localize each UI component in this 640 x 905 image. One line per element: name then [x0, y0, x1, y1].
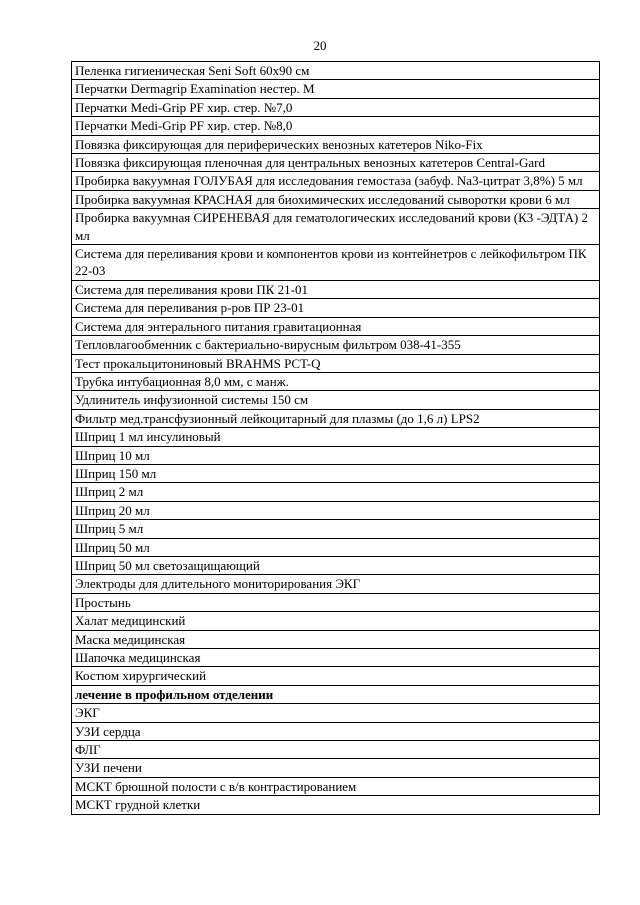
item-name-cell: Простынь	[72, 593, 600, 611]
item-name-cell: Перчатки Medi-Grip PF хир. стер. №8,0	[72, 117, 600, 135]
item-name-cell: Шприц 50 мл	[72, 538, 600, 556]
item-name-cell: МСКТ брюшной полости с в/в контрастированием	[72, 777, 600, 795]
table-row	[72, 556, 600, 574]
table-row	[72, 612, 600, 630]
item-name-cell: Система для энтерального питания гравитационная	[72, 317, 600, 335]
item-name-cell: Шприц 5 мл	[72, 520, 600, 538]
table-row	[72, 245, 600, 281]
table-row	[72, 428, 600, 446]
item-name-cell: Шприц 20 мл	[72, 501, 600, 519]
item-name-cell: Пеленка гигиеническая Seni Soft 60х90 см	[72, 62, 600, 80]
table-row	[72, 593, 600, 611]
item-name-cell: Пробирка вакуумная СИРЕНЕВАЯ для гематологических исследований крови (К3 -ЭДТА) 2 мл	[72, 209, 600, 245]
item-name-cell: Пробирка вакуумная КРАСНАЯ для биохимических исследований сыворотки крови 6 мл	[72, 190, 600, 208]
table-row	[72, 172, 600, 190]
table-row	[72, 685, 600, 703]
table-row	[72, 777, 600, 795]
item-name-cell: Электроды для длительного мониторирования ЭКГ	[72, 575, 600, 593]
table-row	[72, 135, 600, 153]
item-name-cell: МСКТ грудной клетки	[72, 796, 600, 814]
table-row	[72, 372, 600, 390]
table-row	[72, 722, 600, 740]
table-row	[72, 117, 600, 135]
item-name-cell: Тест прокальцитониновый BRAHMS PCT-Q	[72, 354, 600, 372]
item-name-cell: Удлинитель инфузионной системы 150 см	[72, 391, 600, 409]
item-name-cell: Система для переливания р-ров ПР 23-01	[72, 299, 600, 317]
table-row	[72, 409, 600, 427]
item-name-cell: Маска медицинская	[72, 630, 600, 648]
table-row	[72, 796, 600, 814]
table-row	[72, 354, 600, 372]
table-row	[72, 575, 600, 593]
table-row	[72, 336, 600, 354]
table-row	[72, 501, 600, 519]
item-name-cell: УЗИ сердца	[72, 722, 600, 740]
table-row	[72, 98, 600, 116]
item-name-cell: Шприц 1 мл инсулиновый	[72, 428, 600, 446]
item-name-cell: Шприц 10 мл	[72, 446, 600, 464]
table-row	[72, 446, 600, 464]
item-name-cell: Перчатки Dermagrip Examination нестер. M	[72, 80, 600, 98]
table-row	[72, 538, 600, 556]
item-name-cell: Пробирка вакуумная ГОЛУБАЯ для исследования гемостаза (забуф. Na3-цитрат 3,8%) 5 мл	[72, 172, 600, 190]
item-name-cell: ЭКГ	[72, 704, 600, 722]
item-name-cell: Шприц 50 мл светозащищающий	[72, 556, 600, 574]
item-name-cell: Повязка фиксирующая для периферических венозных катетеров Niko-Fix	[72, 135, 600, 153]
item-name-cell: Шапочка медицинская	[72, 649, 600, 667]
item-name-cell: Система для переливания крови ПК 21-01	[72, 280, 600, 298]
item-name-cell: Система для переливания крови и компонентов крови из контейнетров с лейкофильтром ПК 22-03	[72, 245, 600, 281]
table-row	[72, 317, 600, 335]
table-row	[72, 299, 600, 317]
item-name-cell: Халат медицинский	[72, 612, 600, 630]
item-name-cell: Перчатки Medi-Grip PF хир. стер. №7,0	[72, 98, 600, 116]
table-row	[72, 154, 600, 172]
table-row	[72, 759, 600, 777]
items-table-body	[72, 62, 600, 815]
table-row	[72, 190, 600, 208]
table-row	[72, 80, 600, 98]
item-name-cell: УЗИ печени	[72, 759, 600, 777]
table-row	[72, 649, 600, 667]
table-row	[72, 209, 600, 245]
table-row	[72, 280, 600, 298]
section-heading-cell: лечение в профильном отделении	[72, 685, 600, 703]
table-row	[72, 391, 600, 409]
table-row	[72, 704, 600, 722]
item-name-cell: Костюм хирургический	[72, 667, 600, 685]
item-name-cell: Трубка интубационная 8,0 мм, с манж.	[72, 372, 600, 390]
table-row	[72, 667, 600, 685]
table-row	[72, 520, 600, 538]
item-name-cell: ФЛГ	[72, 741, 600, 759]
item-name-cell: Шприц 2 мл	[72, 483, 600, 501]
table-row	[72, 62, 600, 80]
table-row	[72, 741, 600, 759]
item-name-cell: Повязка фиксирующая пленочная для центральных венозных катетеров Central-Gard	[72, 154, 600, 172]
item-name-cell: Шприц 150 мл	[72, 464, 600, 482]
table-row	[72, 630, 600, 648]
items-table	[71, 61, 600, 815]
table-row	[72, 464, 600, 482]
item-name-cell: Тепловлагообменник с бактериально-вирусным фильтром 038-41-355	[72, 336, 600, 354]
page-number: 20	[313, 38, 327, 53]
item-name-cell: Фильтр мед.трансфузионный лейкоцитарный для плазмы (до 1,6 л) LPS2	[72, 409, 600, 427]
table-row	[72, 483, 600, 501]
